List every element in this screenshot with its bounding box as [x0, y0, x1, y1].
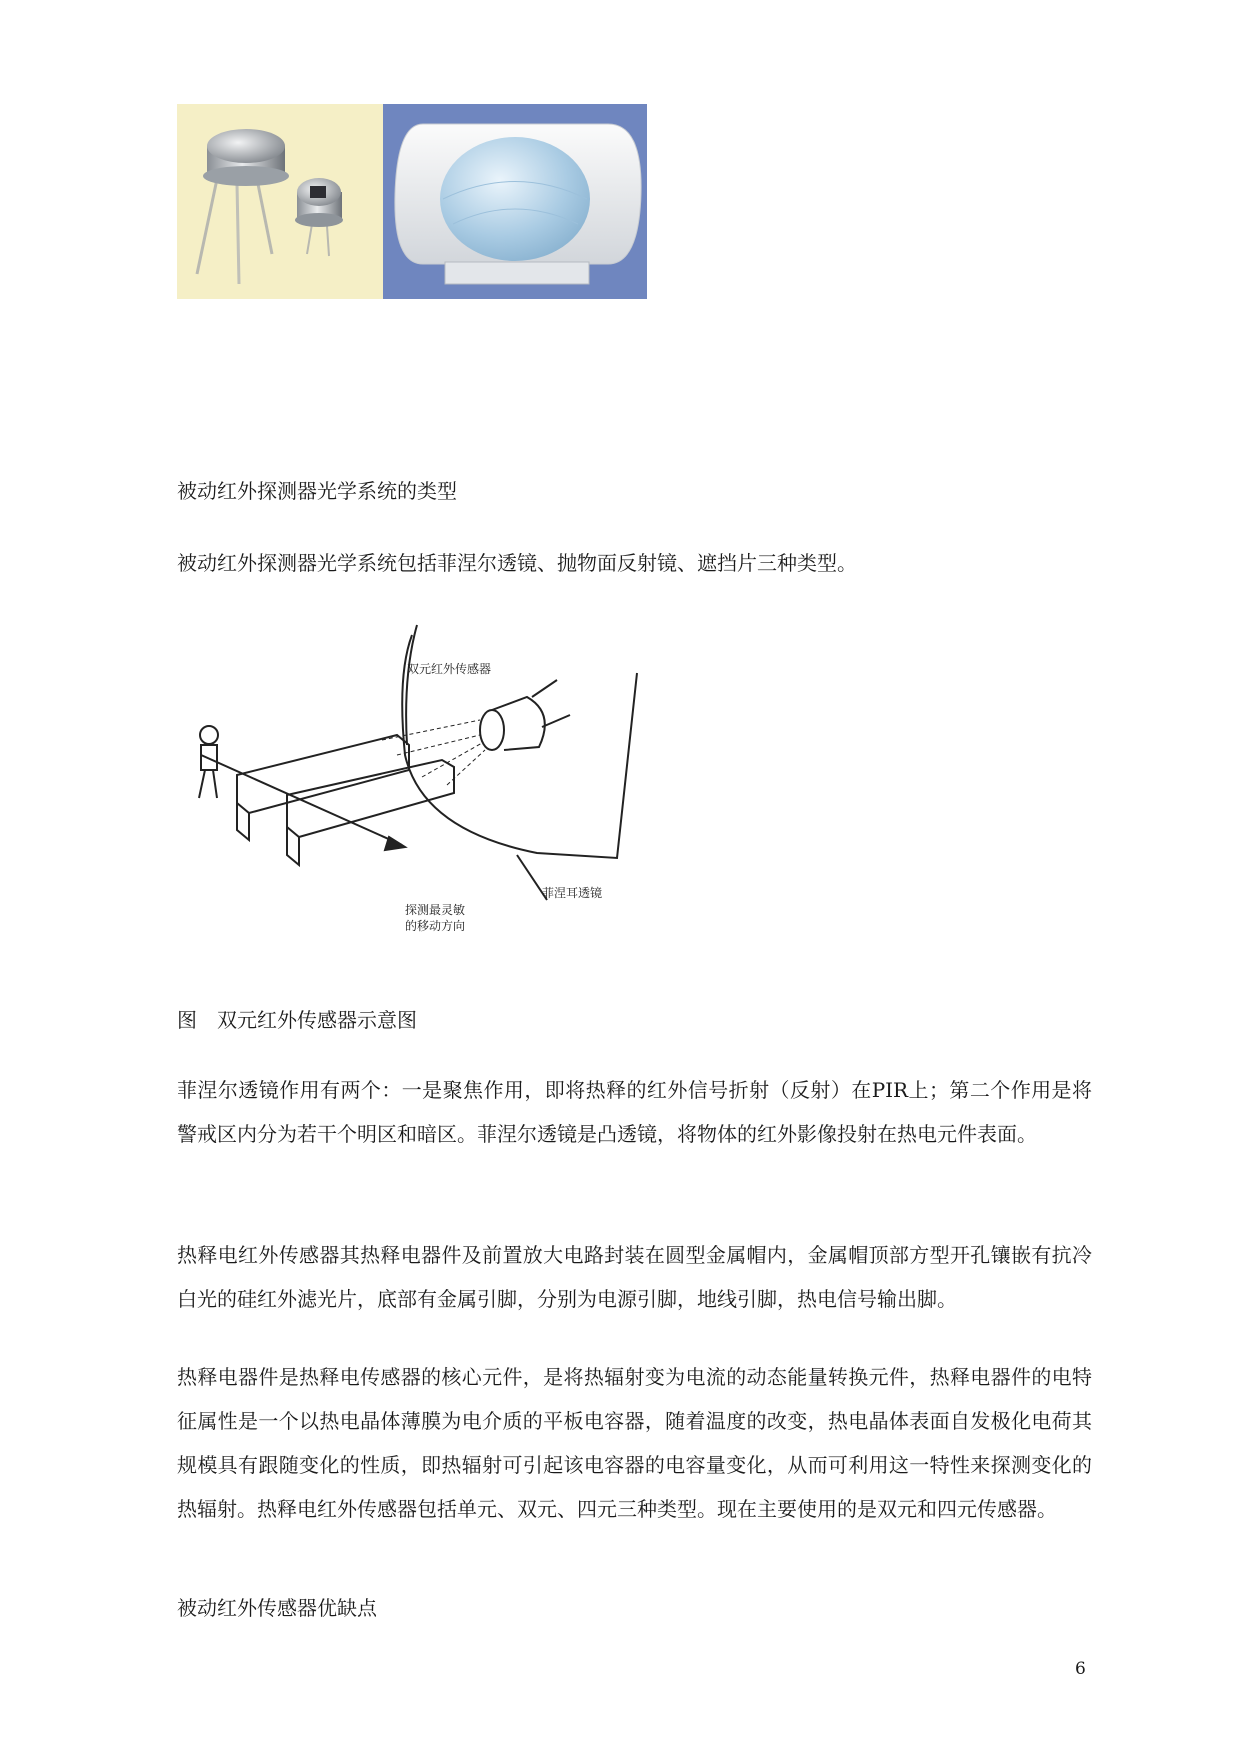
section-heading-optics: 被动红外探测器光学系统的类型 — [177, 479, 457, 503]
label-dual-sensor: 双元红外传感器 — [407, 662, 492, 676]
label-direction-line2: 的移动方向 — [405, 919, 466, 933]
sensor-photos — [177, 104, 647, 299]
paragraph-pyro-element: 热释电器件是热释电传感器的核心元件，是将热辐射变为电流的动态能量转换元件，热释电器件的电特征属性是一个以热电晶体薄膜为电介质的平板电容器，随着温度的改变，热电晶体表面自发极化电荷其规模具有跟随变化的性质，即热辐射可引起该电容器的电容量变化，从而可利用这一特性来探测变化的热辐射。热释电红外传感器包括单元、双元、四元三种类型。现在主要使用的是双元和四元传感器。 — [177, 1365, 1092, 1521]
pir-fresnel-lens-dome-photo — [383, 104, 647, 299]
page-number: 6 — [1075, 1659, 1086, 1679]
label-direction-line1: 探测最灵敏 — [405, 903, 466, 917]
paragraph-package: 热释电红外传感器其热释电器件及前置放大电路封装在圆型金属帽内，金属帽顶部方型开孔镶嵌有抗冷白光的硅红外滤光片，底部有金属引脚，分别为电源引脚，地线引脚，热电信号输出脚。 — [177, 1243, 1092, 1311]
pir-sensor-components-photo — [177, 104, 383, 299]
label-fresnel-lens: 菲涅耳透镜 — [542, 886, 603, 900]
intro-text: 被动红外探测器光学系统包括菲涅尔透镜、抛物面反射镜、遮挡片三种类型。 — [177, 551, 857, 575]
figure-caption: 图 双元红外传感器示意图 — [177, 1008, 417, 1032]
dual-pir-sensor-diagram — [177, 615, 697, 945]
paragraph-fresnel: 菲涅尔透镜作用有两个：一是聚焦作用，即将热释的红外信号折射（反射）在PIR上；第二个作用是将警戒区内分为若干个明区和暗区。菲涅尔透镜是凸透镜，将物体的红外影像投射在热电元件表面。 — [177, 1078, 1092, 1146]
section-heading-pros-cons: 被动红外传感器优缺点 — [177, 1596, 377, 1620]
